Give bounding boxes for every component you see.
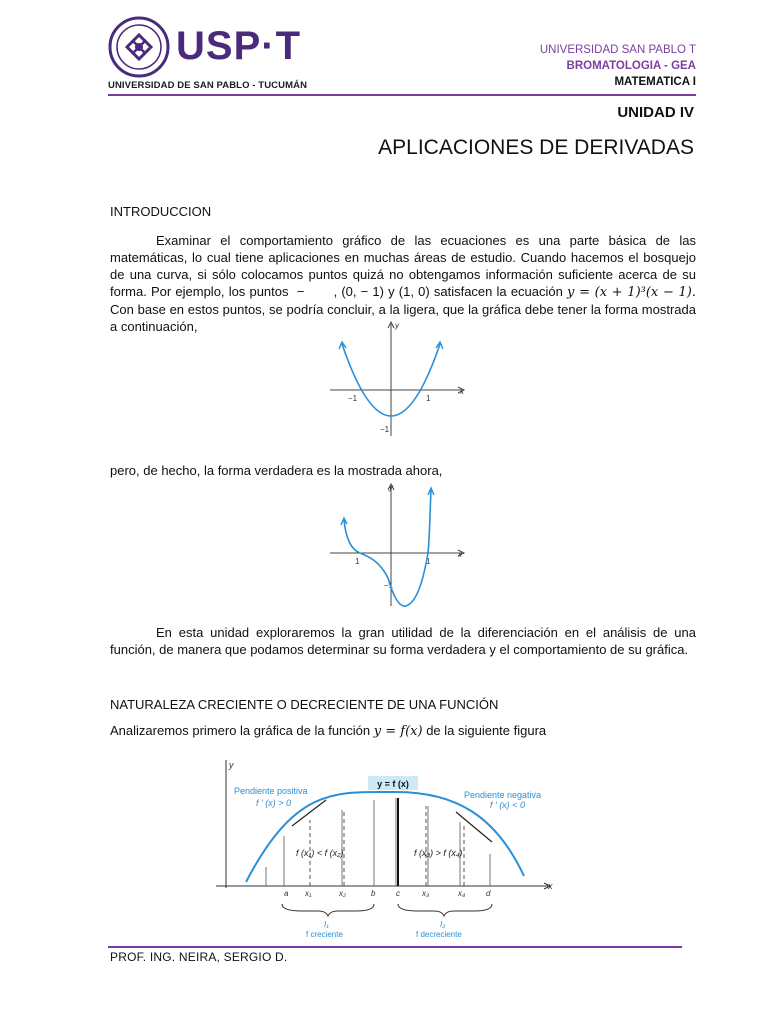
section2-paragraph: Analizaremos primero la gráfica de la función y = f(x) de la siguiente figura <box>110 723 547 739</box>
fig-left-inequality: f (x₁) < f (x₂) <box>296 848 344 858</box>
graph-parabola-sketch <box>322 318 472 438</box>
unit-label: UNIDAD IV <box>617 104 694 121</box>
graph1-tick-1: 1 <box>426 394 431 403</box>
fig-right-cond: f ′ (x) < 0 <box>490 800 525 810</box>
graph2-tick-y: −1 <box>384 581 394 590</box>
footer-author: PROF. ING. NEIRA, SERGIO D. <box>110 950 288 964</box>
logo-text: USP·T <box>176 24 301 68</box>
graph1-tick-neg1: −1 <box>348 394 358 403</box>
course-name: MATEMATICA I <box>614 76 696 88</box>
tick-d: d <box>486 889 491 898</box>
interval-i2-desc: f decreciente <box>416 930 462 939</box>
graph2-y-label: y <box>389 483 393 492</box>
fig-right-inequality: f (x₃) > f (x₄) <box>414 848 463 858</box>
tick-x4: x₄ <box>458 889 466 898</box>
graph2-tick-1: 1 <box>426 557 431 566</box>
section2-heading: NATURALEZA CRECIENTE O DECRECIENTE DE UNA FUNCIÓN <box>110 697 499 712</box>
tick-x2: x₂ <box>339 889 347 898</box>
func-label: y = f (x) <box>377 779 409 789</box>
fig-right-title: Pendiente negativa <box>464 790 542 800</box>
logo-subtitle: UNIVERSIDAD DE SAN PABLO - TUCUMÁN <box>108 80 308 91</box>
footer-divider <box>108 946 682 948</box>
intro-paragraph-1: Examinar el comportamiento gráfico de las ecuaciones es una parte básica de las matemáticas, lo cual tiene aplicaciones en muchas áreas de estudio. Cuando hacemos el bosquejo de una curva, si sólo colocamos puntos quizá no obtengamos información suficiente acerca de su forma. Por ejemplo, los puntos − , (0, − 1) y (1, 0) satisfacen la ecuación y = (x + 1)³(x − 1). Con base en estos puntos, se podría concluir, a la ligera, que la gráfica debe tener la forma mostrada a continuación, <box>110 233 696 334</box>
increasing-decreasing-figure <box>206 756 562 944</box>
fig-x-label: x <box>548 881 553 891</box>
tick-a: a <box>284 889 289 898</box>
header-info <box>540 42 696 90</box>
header-divider <box>108 94 696 96</box>
interval-i1-desc: f creciente <box>306 930 343 939</box>
career-name: BROMATOLOGIA - GEA <box>566 60 696 72</box>
university-name: UNIVERSIDAD SAN PABLO T <box>539 44 696 56</box>
fig-left-cond: f ′ (x) > 0 <box>256 798 291 808</box>
graph1-y-label: y <box>395 321 399 330</box>
fig-y-label: y <box>229 760 234 770</box>
interval-i1: I₁ <box>324 920 329 929</box>
university-seal-icon <box>108 16 170 78</box>
intro-equation: y = (x + 1)³(x − 1). <box>567 285 696 300</box>
intro-paragraph-3: En esta unidad exploraremos la gran utilidad de la diferenciación en el análisis de una función, de manera que podamos determinar su forma verdadera y el comportamiento de su gráfica. <box>110 625 696 657</box>
tick-x3: x₃ <box>422 889 430 898</box>
university-logo <box>108 16 308 92</box>
graph2-tick-neg1: 1 <box>355 557 360 566</box>
graph1-tick-y: −1 <box>380 425 390 434</box>
intro-heading: INTRODUCCION <box>110 204 212 219</box>
tick-b: b <box>371 889 376 898</box>
tick-x1: x₁ <box>305 889 312 898</box>
fig-left-title: Pendiente positiva <box>234 786 308 796</box>
tick-c: c <box>396 889 400 898</box>
intro-paragraph-2: pero, de hecho, la forma verdadera es la mostrada ahora, <box>110 463 443 478</box>
graph1-x-label: x <box>460 387 464 396</box>
interval-i2: I₂ <box>440 920 446 929</box>
interval-brace-i2 <box>398 904 492 916</box>
section2-equation: y = f(x) <box>373 724 423 739</box>
interval-brace-i1 <box>282 904 374 916</box>
graph-true-shape <box>322 480 472 610</box>
graph2-x-label: x <box>458 550 462 559</box>
page-title: APLICACIONES DE DERIVADAS <box>378 136 694 159</box>
